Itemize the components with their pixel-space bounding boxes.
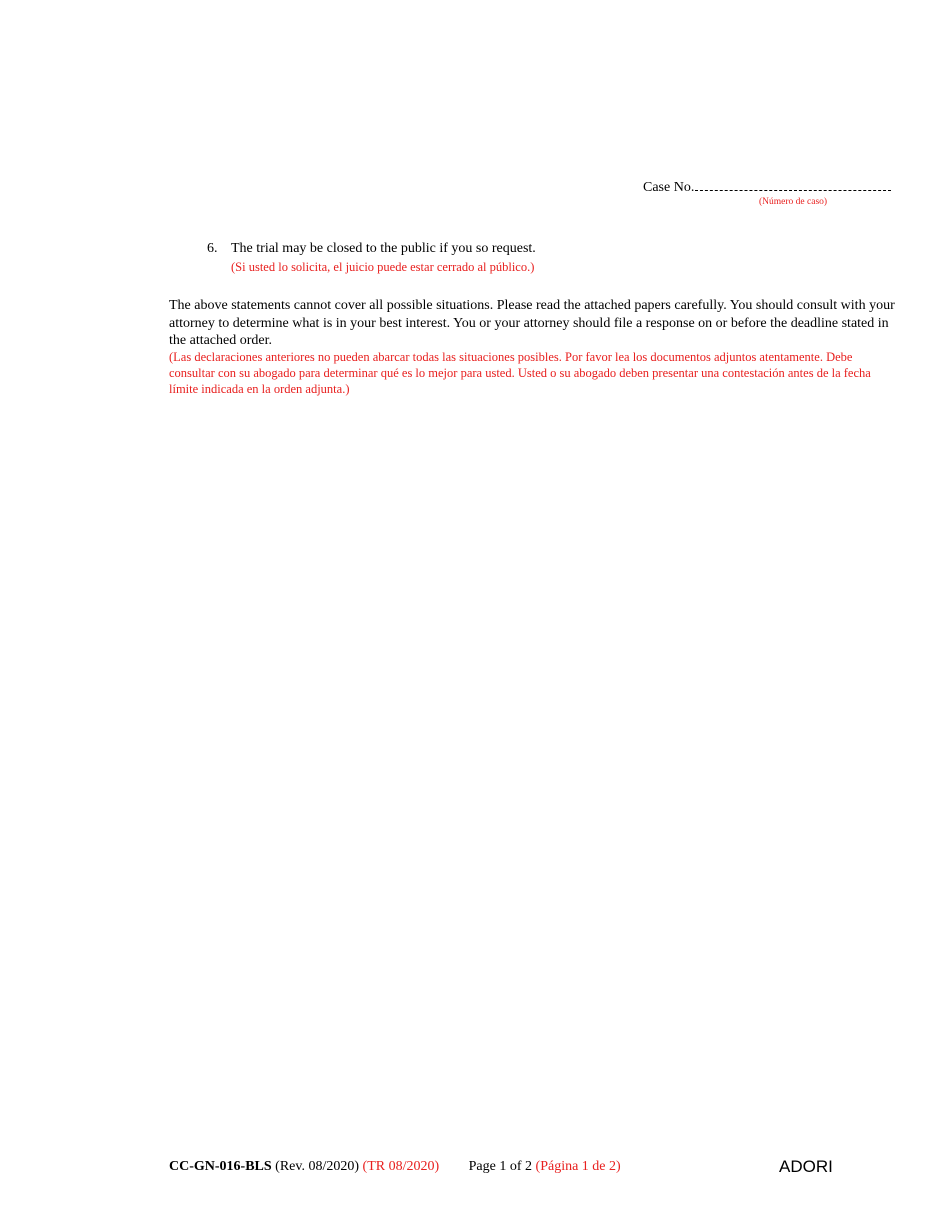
form-revision: (Rev. 08/2020) [275,1159,360,1174]
footer [169,1159,621,1175]
item-6 [207,241,536,257]
statements-paragraph: The above statements cannot cover all possible situations. Please read the attached papers carefully. You should consult with your attorney to determine what is in your best interest. You or your attorney should file a response on or before the deadline stated in the attached order. [169,298,895,348]
page-number-es: (Página 1 de 2) [535,1159,621,1174]
translation-revision: (TR 08/2020) [362,1159,440,1174]
item-6-text-es: (Si usted lo solicita, el juicio puede estar cerrado al público.) [231,260,535,274]
page-number: Page 1 of 2 [468,1159,533,1174]
case-number-field [643,180,891,196]
case-number-line[interactable] [695,180,891,191]
statements-paragraph-es: (Las declaraciones anteriores no pueden abarcar todas las situaciones posibles. Por favor lea los documentos adjuntos atentamente. Debe consultar con su abogado para determinar qué es lo mejor para usted. Usted o su abogado deben presentar una contestación antes de la fecha límite indicada en la orden adjunta.) [169,350,871,396]
brand-label: ADORI [779,1157,833,1176]
item-6-text: The trial may be closed to the public if you so request. [231,241,536,256]
item-6-number: 6. [207,241,218,256]
case-number-label: Case No. [643,180,695,195]
case-number-label-es: (Número de caso) [759,197,828,207]
form-id: CC-GN-016-BLS [169,1159,272,1174]
